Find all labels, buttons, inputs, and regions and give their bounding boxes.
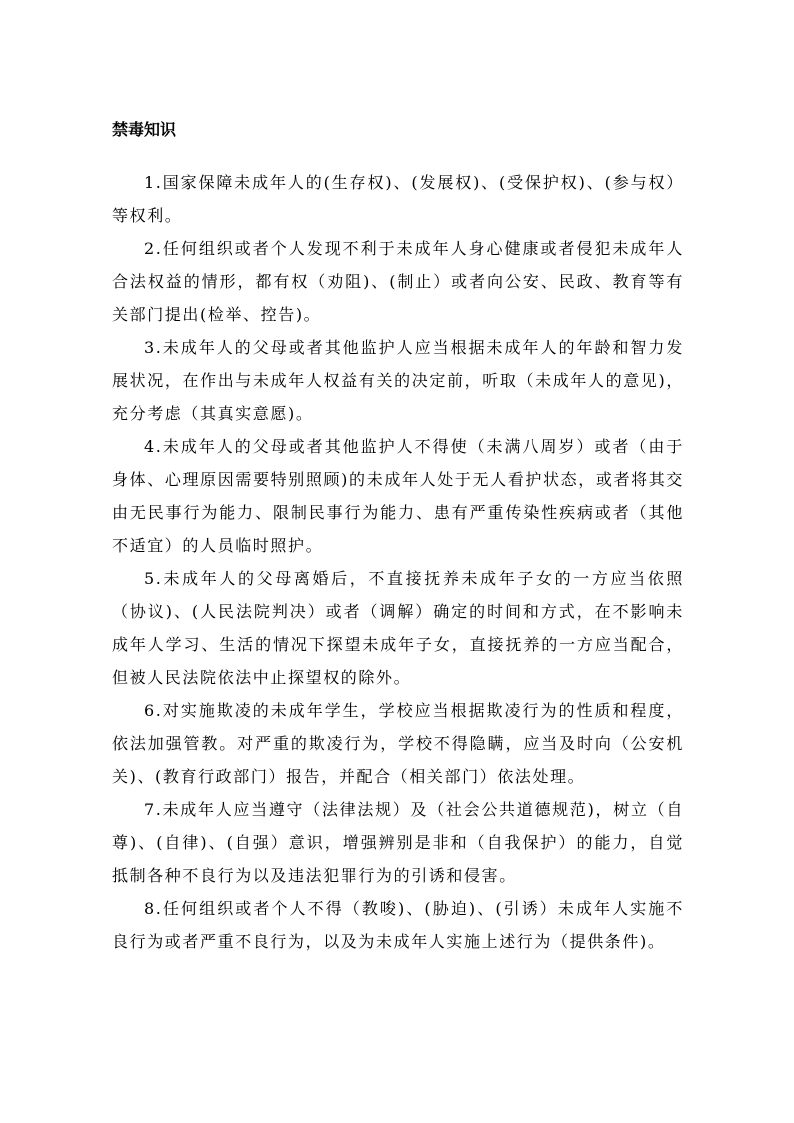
knowledge-item: 5.未成年人的父母离婚后，不直接抚养未成年子女的一方应当依照（协议)、(人民法院判决）或者（调解）确定的时间和方式，在不影响未成年人学习、生活的情况下探望未成年子女，直接抚养的一方应当配合，但被人民法院依法中止探望权的除外。 — [112, 569, 684, 687]
knowledge-item: 8.任何组织或者个人不得（教唆)、(胁迫)、(引诱）未成年人实施不良行为或者严重不良行为，以及为未成年人实施上述行为（提供条件)。 — [112, 899, 684, 951]
knowledge-item: 6.对实施欺凌的未成年学生，学校应当根据欺凌行为的性质和程度，依法加强管教。对严重的欺凌行为，学校不得隐瞒，应当及时向（公安机关)、(教育行政部门）报告，并配合（相关部门）依法处理。 — [112, 701, 684, 786]
document-page — [112, 116, 684, 958]
knowledge-list — [112, 166, 684, 958]
knowledge-item: 7.未成年人应当遵守（法律法规）及（社会公共道德规范)，树立（自尊)、(自律)、(自强）意识，增强辨别是非和（自我保护）的能力，自觉抵制各种不良行为以及违法犯罪行为的引诱和侵害。 — [112, 800, 684, 885]
document-title: 禁毒知识 — [112, 120, 177, 139]
knowledge-item: 4.未成年人的父母或者其他监护人不得使（未满八周岁）或者（由于身体、心理原因需要特别照顾)的未成年人处于无人看护状态，或者将其交由无民事行为能力、限制民事行为能力、患有严重传染性疾病或者（其他不适宜）的人员临时照护。 — [112, 437, 684, 555]
knowledge-item: 2.任何组织或者个人发现不利于未成年人身心健康或者侵犯未成年人合法权益的情形，都有权（劝阻)、(制止）或者向公安、民政、教育等有关部门提出(检举、控告)。 — [112, 239, 684, 324]
knowledge-item: 1.国家保障未成年人的(生存权)、(发展权)、(受保护权)、(参与权）等权利。 — [112, 173, 684, 225]
knowledge-item: 3.未成年人的父母或者其他监护人应当根据未成年人的年龄和智力发展状况，在作出与未成年人权益有关的决定前，听取（未成年人的意见)，充分考虑（其真实意愿)。 — [112, 338, 684, 423]
